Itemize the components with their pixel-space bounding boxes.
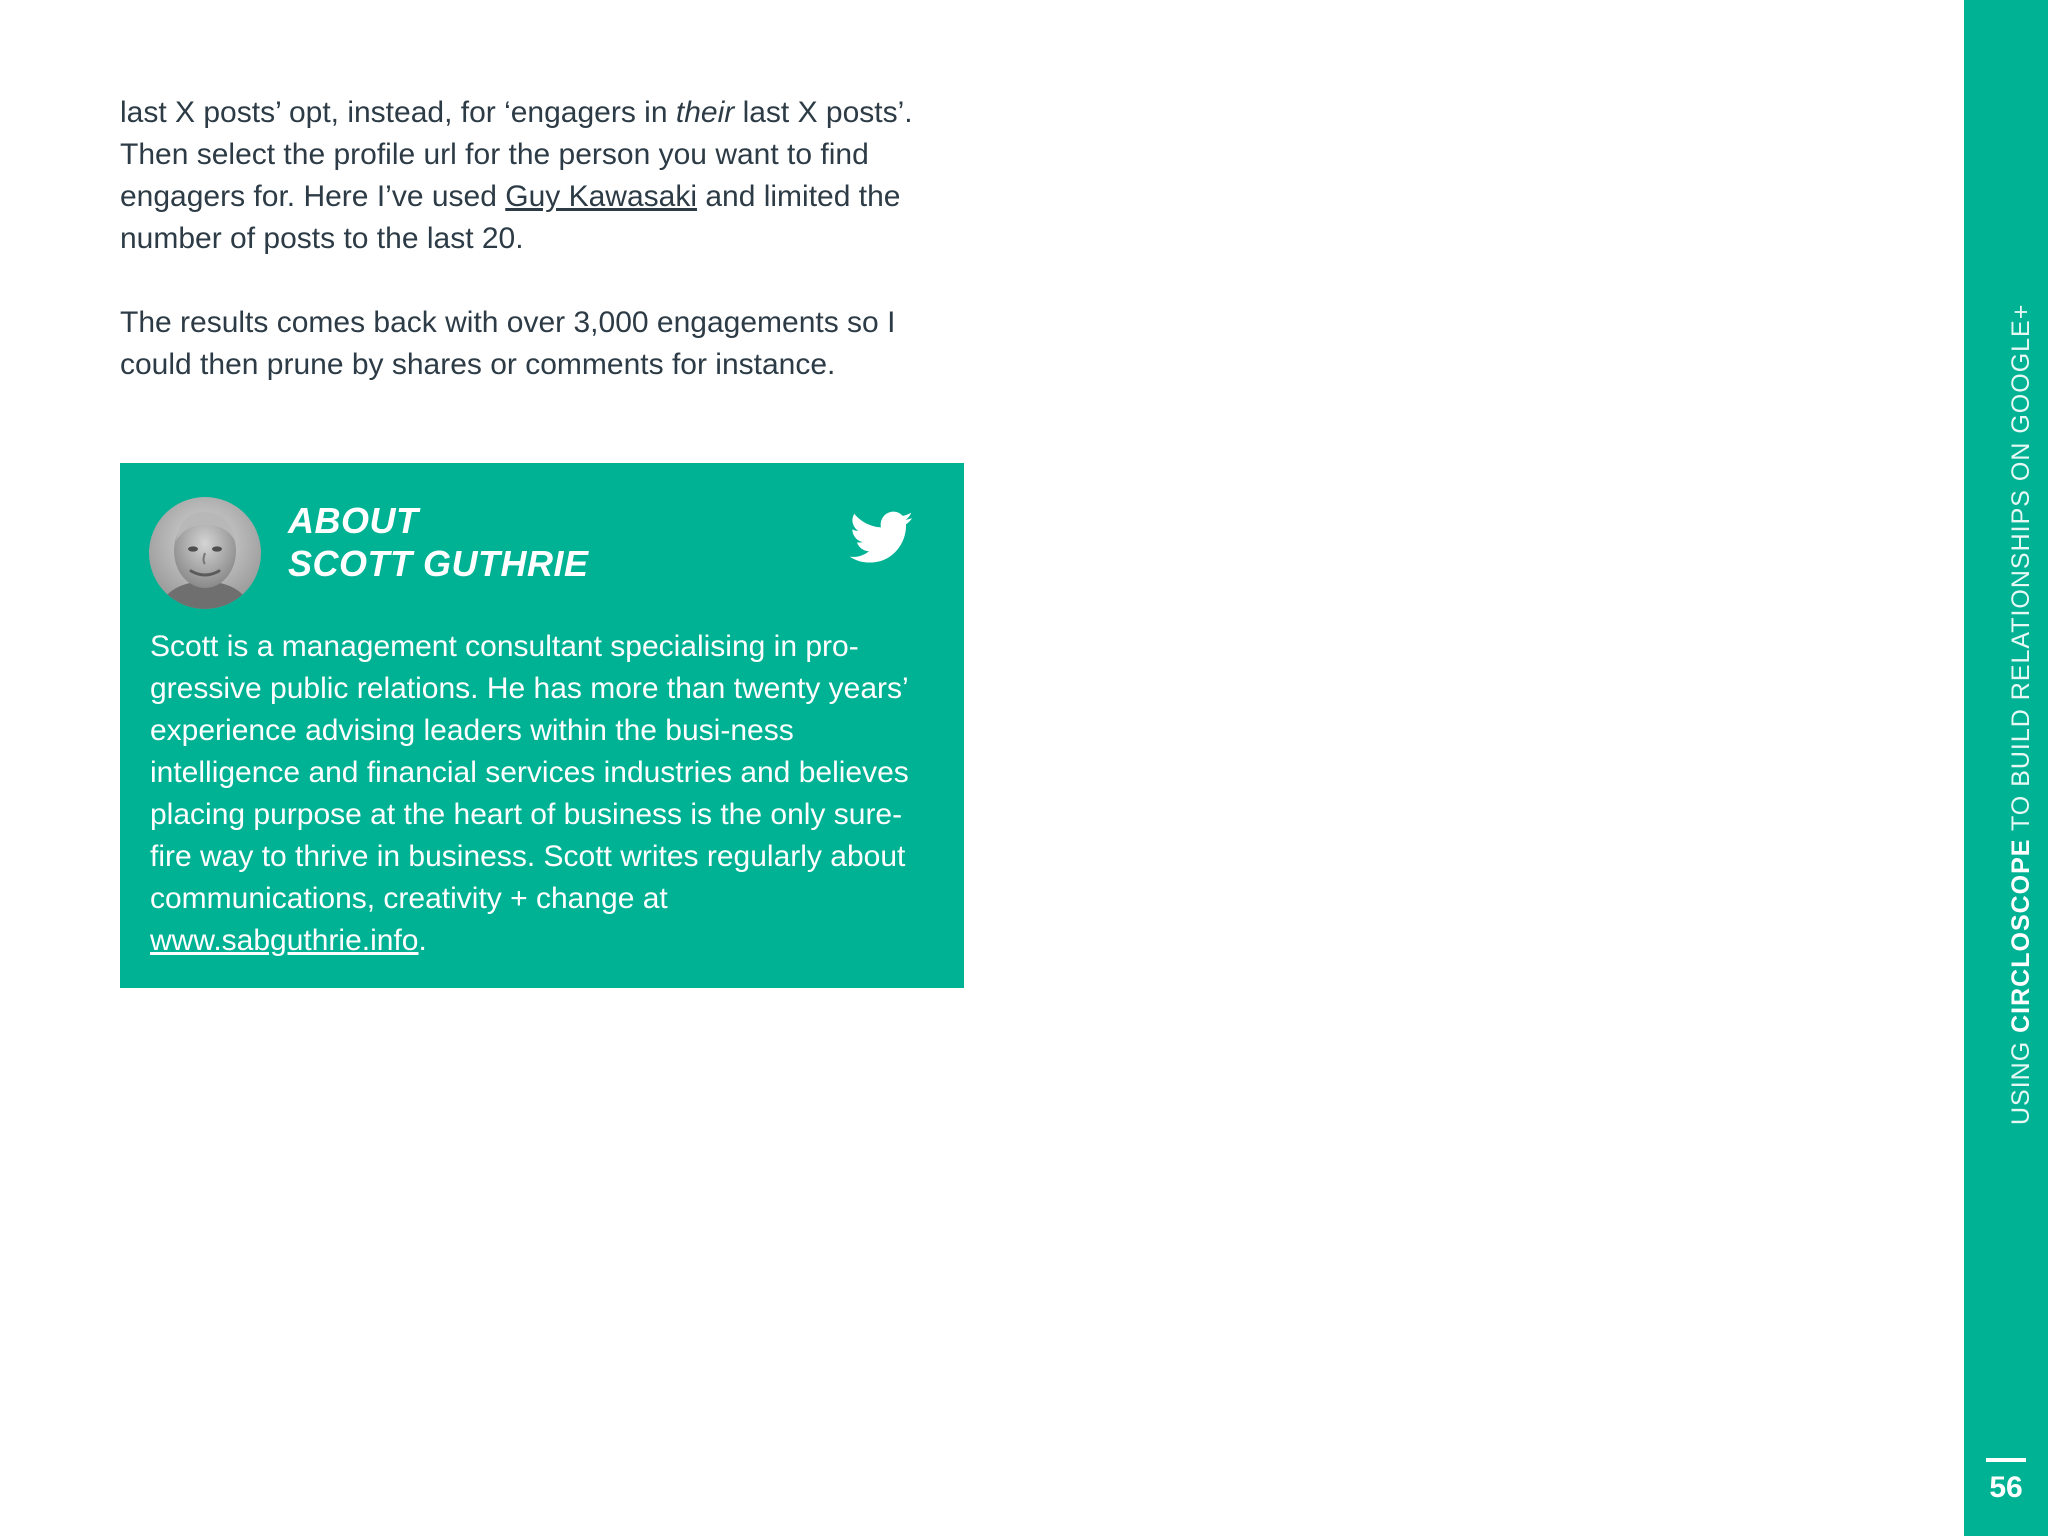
document-title-prefix: USING [2007,1032,2035,1125]
author-bio [150,626,940,962]
document-title-suffix: TO BUILD RELATIONSHIPS ON GOOGLE+ [2007,303,2035,839]
author-title-line-1: ABOUT [288,500,419,541]
para1-emphasis: their [675,96,735,129]
twitter-icon[interactable] [850,511,914,565]
author-website-link[interactable]: www.sabguthrie.info [150,924,419,957]
para1-text-3: and limited the number of posts to the last 20. [120,180,901,255]
author-title [288,499,589,585]
about-author-box [120,463,964,988]
author-title-line-2: SCOTT GUTHRIE [288,543,589,584]
main-content [120,92,960,428]
page-number-rule [1986,1458,2026,1462]
page-number: 56 [1989,1471,2023,1504]
author-bio-end: . [418,924,427,957]
document-title-brand: CIRCLOSCOPE [2007,838,2035,1033]
para1-text-2: last X posts’. Then select the profile url for the person you want to find engagers for. Here I’ve used [120,96,913,213]
body-paragraph-2: The results comes back with over 3,000 engagements so I could then prune by shares or comments for instance. [120,306,896,381]
para1-text-1: last X posts’ opt, instead, for ‘engagers in [120,96,676,129]
avatar [149,497,261,609]
body-paragraph-1 [120,92,960,260]
avatar-portrait [149,497,261,609]
author-bio-text: Scott is a management consultant specialising in pro-gressive public relations. He has more than twenty years’ experience advising leaders within the busi-ness intelligence and financial services industries and believes placing purpose at the heart of business is the only sure-fire way to thrive in business. Scott writes regularly about communications, creativity + change at [150,630,909,915]
document-title [2006,304,2036,1125]
guy-kawasaki-link[interactable]: Guy Kawasaki [505,180,697,213]
sidebar [1964,0,2048,1536]
